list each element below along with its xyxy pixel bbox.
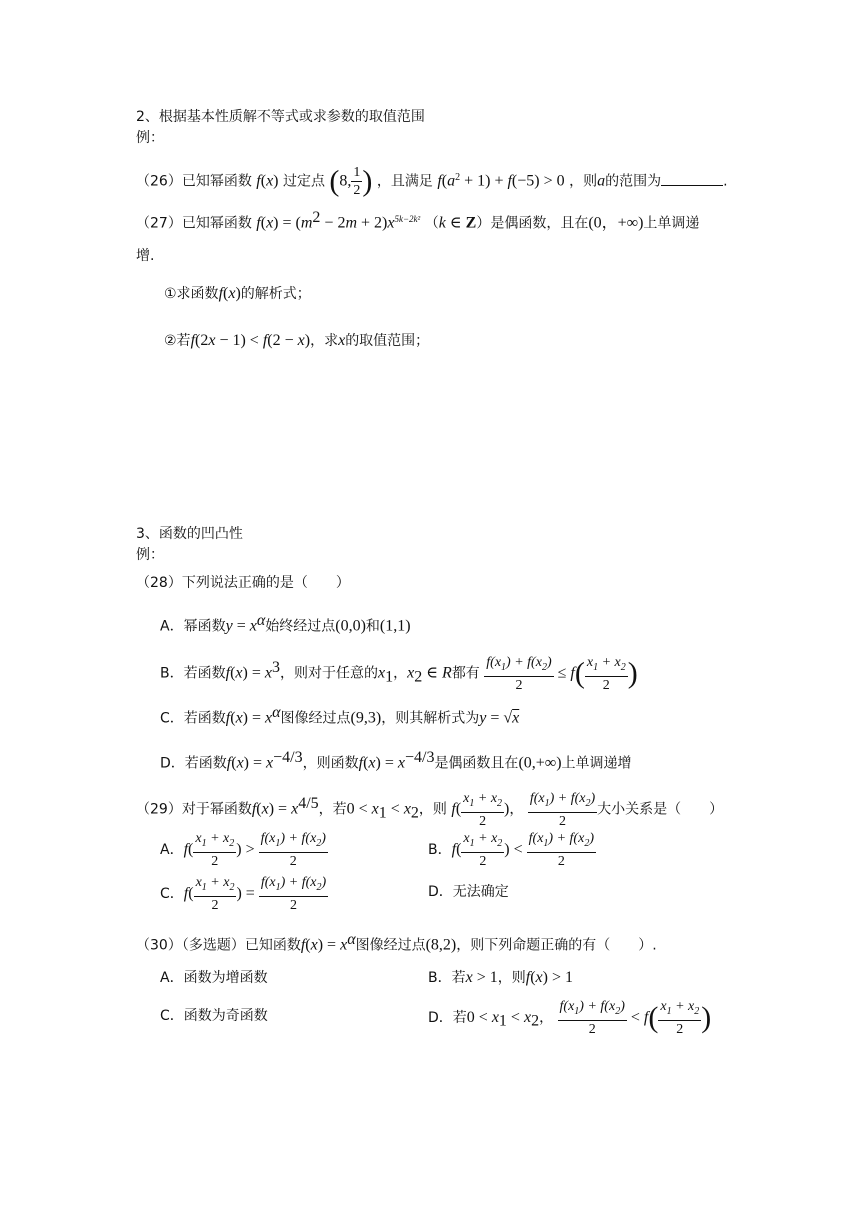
q30-b-text: B．若 [428, 970, 466, 986]
question-27: （27）已知幂函数 $f(x) = (m^2 - 2m + 2)x^{5k-2k^2}$ （k ∈ Z）是偶函数，且在(0，+∞)上单调递 [136, 209, 700, 232]
question-30-option-b: B．若x > 1，则f(x) > 1 [428, 969, 573, 986]
question-30-option-d: D．若$0 < x_1 < x_2$， $\frac{f(x_1) + f(x_2)}{2}$ < f( $\frac{x_1 + x_2}{2}$ ) [428, 999, 712, 1037]
section-2-heading: 2、根据基本性质解不等式或求参数的取值范围 [136, 109, 425, 125]
q27-part-2-text: ②若 [164, 333, 191, 349]
q30-stem-text: 图像经过点 [355, 937, 426, 954]
q28-b-text: ， [393, 665, 408, 682]
q27-text: （ [424, 215, 439, 232]
q30-d-text: D．若 [428, 1009, 467, 1026]
q26-text: 已知幂函数 [181, 173, 252, 190]
q26-text: ，且满足 [376, 173, 433, 190]
q27-text: 已知幂函数 [181, 215, 252, 232]
q28-d-text: ，则函数 [302, 755, 359, 772]
question-30-option-c: C．函数为奇函数 [160, 1008, 268, 1024]
q29-stem-text: ， [509, 801, 524, 818]
question-29-option-d: D．无法确定 [428, 884, 509, 900]
q28-a-text: 和 [365, 618, 380, 635]
q29-b-label: B． [428, 841, 452, 858]
q27-part-2-text: 的取值范围； [345, 333, 430, 349]
q30-stem-text: ，则下列命题正确的有（ ）. [456, 937, 657, 954]
q28-a-text: 始终经过点 [265, 618, 336, 635]
q29-stem-text: 大小关系是（ ） [597, 801, 724, 818]
q28-b-text: B．若函数 [160, 665, 226, 682]
q29-stem-text: ，若 [318, 801, 347, 818]
question-29-option-a: A．f( $\frac{x_1 + x_2}{2}$ ) > $\frac{f(x_1) + f(x_2)}{2}$ [160, 831, 326, 869]
question-29-stem: （29）对于幂函数$f(x) = x^{4/5}$，若$0 < x_1 < x_2$，则 f( $\frac{x_1 + x_2}{2}$ )， $\frac{f(x_1) + f(x_2)}{2}$ 大小关系是（ ） [136, 790, 724, 829]
q27-part-1-text: ①求函数 [164, 286, 219, 302]
section-2-example-label: 例： [136, 130, 164, 146]
question-28-option-d: D．若函数$f(x) = x^{-4/3}$，则函数$f(x) = x^{-4/3}$是偶函数且在(0,+∞)上单调递增 [160, 749, 632, 772]
section-3-example-label: 例： [136, 547, 164, 563]
q30-b-text: ，则 [497, 970, 526, 986]
q30-d-text: ， [539, 1009, 554, 1026]
question-29-option-b: B．f( $\frac{x_1 + x_2}{2}$ ) < $\frac{f(x_1) + f(x_2)}{2}$ [428, 831, 594, 869]
q26-text: 的范围为 [605, 173, 662, 190]
question-28-stem: （28）下列说法正确的是（ ） [136, 575, 350, 591]
q27-number: （27） [136, 215, 182, 232]
section-3-heading: 3、函数的凹凸性 [136, 526, 243, 542]
question-29-option-c: C．f( $\frac{x_1 + x_2}{2}$ ) = $\frac{f(x_1) + f(x_2)}{2}$ [160, 875, 327, 913]
question-28-option-a: A．幂函数$y = x^\alpha$始终经过点(0,0)和(1,1) [160, 612, 411, 635]
q28-d-text: D．若函数 [160, 755, 227, 772]
q28-c-text: C．若函数 [160, 710, 226, 727]
q26-text: ，则 [569, 173, 598, 190]
q26-text: . [723, 173, 728, 190]
question-27-part-2: ②若f(2x − 1) < f(2 − x)，求x的取值范围； [164, 332, 430, 349]
q28-c-text: 图像经过点 [280, 710, 351, 727]
q29-stem-text: ，则 [418, 801, 447, 818]
question-30-option-a: A．函数为增函数 [160, 970, 268, 986]
q28-d-text: 上单调递增 [561, 755, 632, 772]
question-28-option-b: B．若函数$f(x) = x^3$，则对于任意的$x_1$，$x_2$ ∈ R都有 $\frac{f(x_1) + f(x_2)}{2}$ ≤ f( $\frac{x_1 + x_2}{2}$ ) [160, 654, 638, 693]
q27-text: 上单调递 [643, 215, 700, 232]
q29-stem-text: （29）对于幂函数 [136, 801, 252, 818]
q28-b-text: ，则对于任意的 [279, 665, 378, 682]
q26-text: 过定点 [282, 173, 325, 190]
q28-b-text: 都有 [451, 665, 480, 682]
q27-text: ）是偶函数，且在 [476, 215, 589, 232]
answer-blank [661, 171, 723, 186]
q28-c-text: ，则其解析式为 [381, 710, 480, 727]
q30-stem-text: （30）（多选题）已知函数 [136, 937, 301, 954]
q26-number: （26） [136, 173, 182, 190]
q27-part-1-text: 的解析式； [240, 286, 311, 302]
q28-d-text: 是偶函数且在 [434, 755, 519, 772]
q29-a-label: A． [160, 841, 184, 858]
q29-c-label: C． [160, 885, 184, 902]
question-30-stem: （30）（多选题）已知函数$f(x) = x^\alpha$图像经过点(8,2)，则下列命题正确的有（ ）. [136, 931, 657, 954]
question-28-option-c: C．若函数$f(x) = x^\alpha$图像经过点(9,3)，则其解析式为y = √x [160, 704, 520, 727]
question-27-continued: 增. [136, 248, 155, 264]
question-27-part-1: ①求函数f(x)的解析式； [164, 285, 311, 302]
question-26: （26）已知幂函数 f(x) 过定点 (8, $\frac{1}{2}$ ) ，且满足 $f(a^2 + 1) + f(-5) > 0$ ，则a的范围为 . [136, 164, 728, 199]
q28-a-text: A．幂函数 [160, 618, 226, 635]
q27-part-2-text: ，求 [310, 333, 339, 349]
